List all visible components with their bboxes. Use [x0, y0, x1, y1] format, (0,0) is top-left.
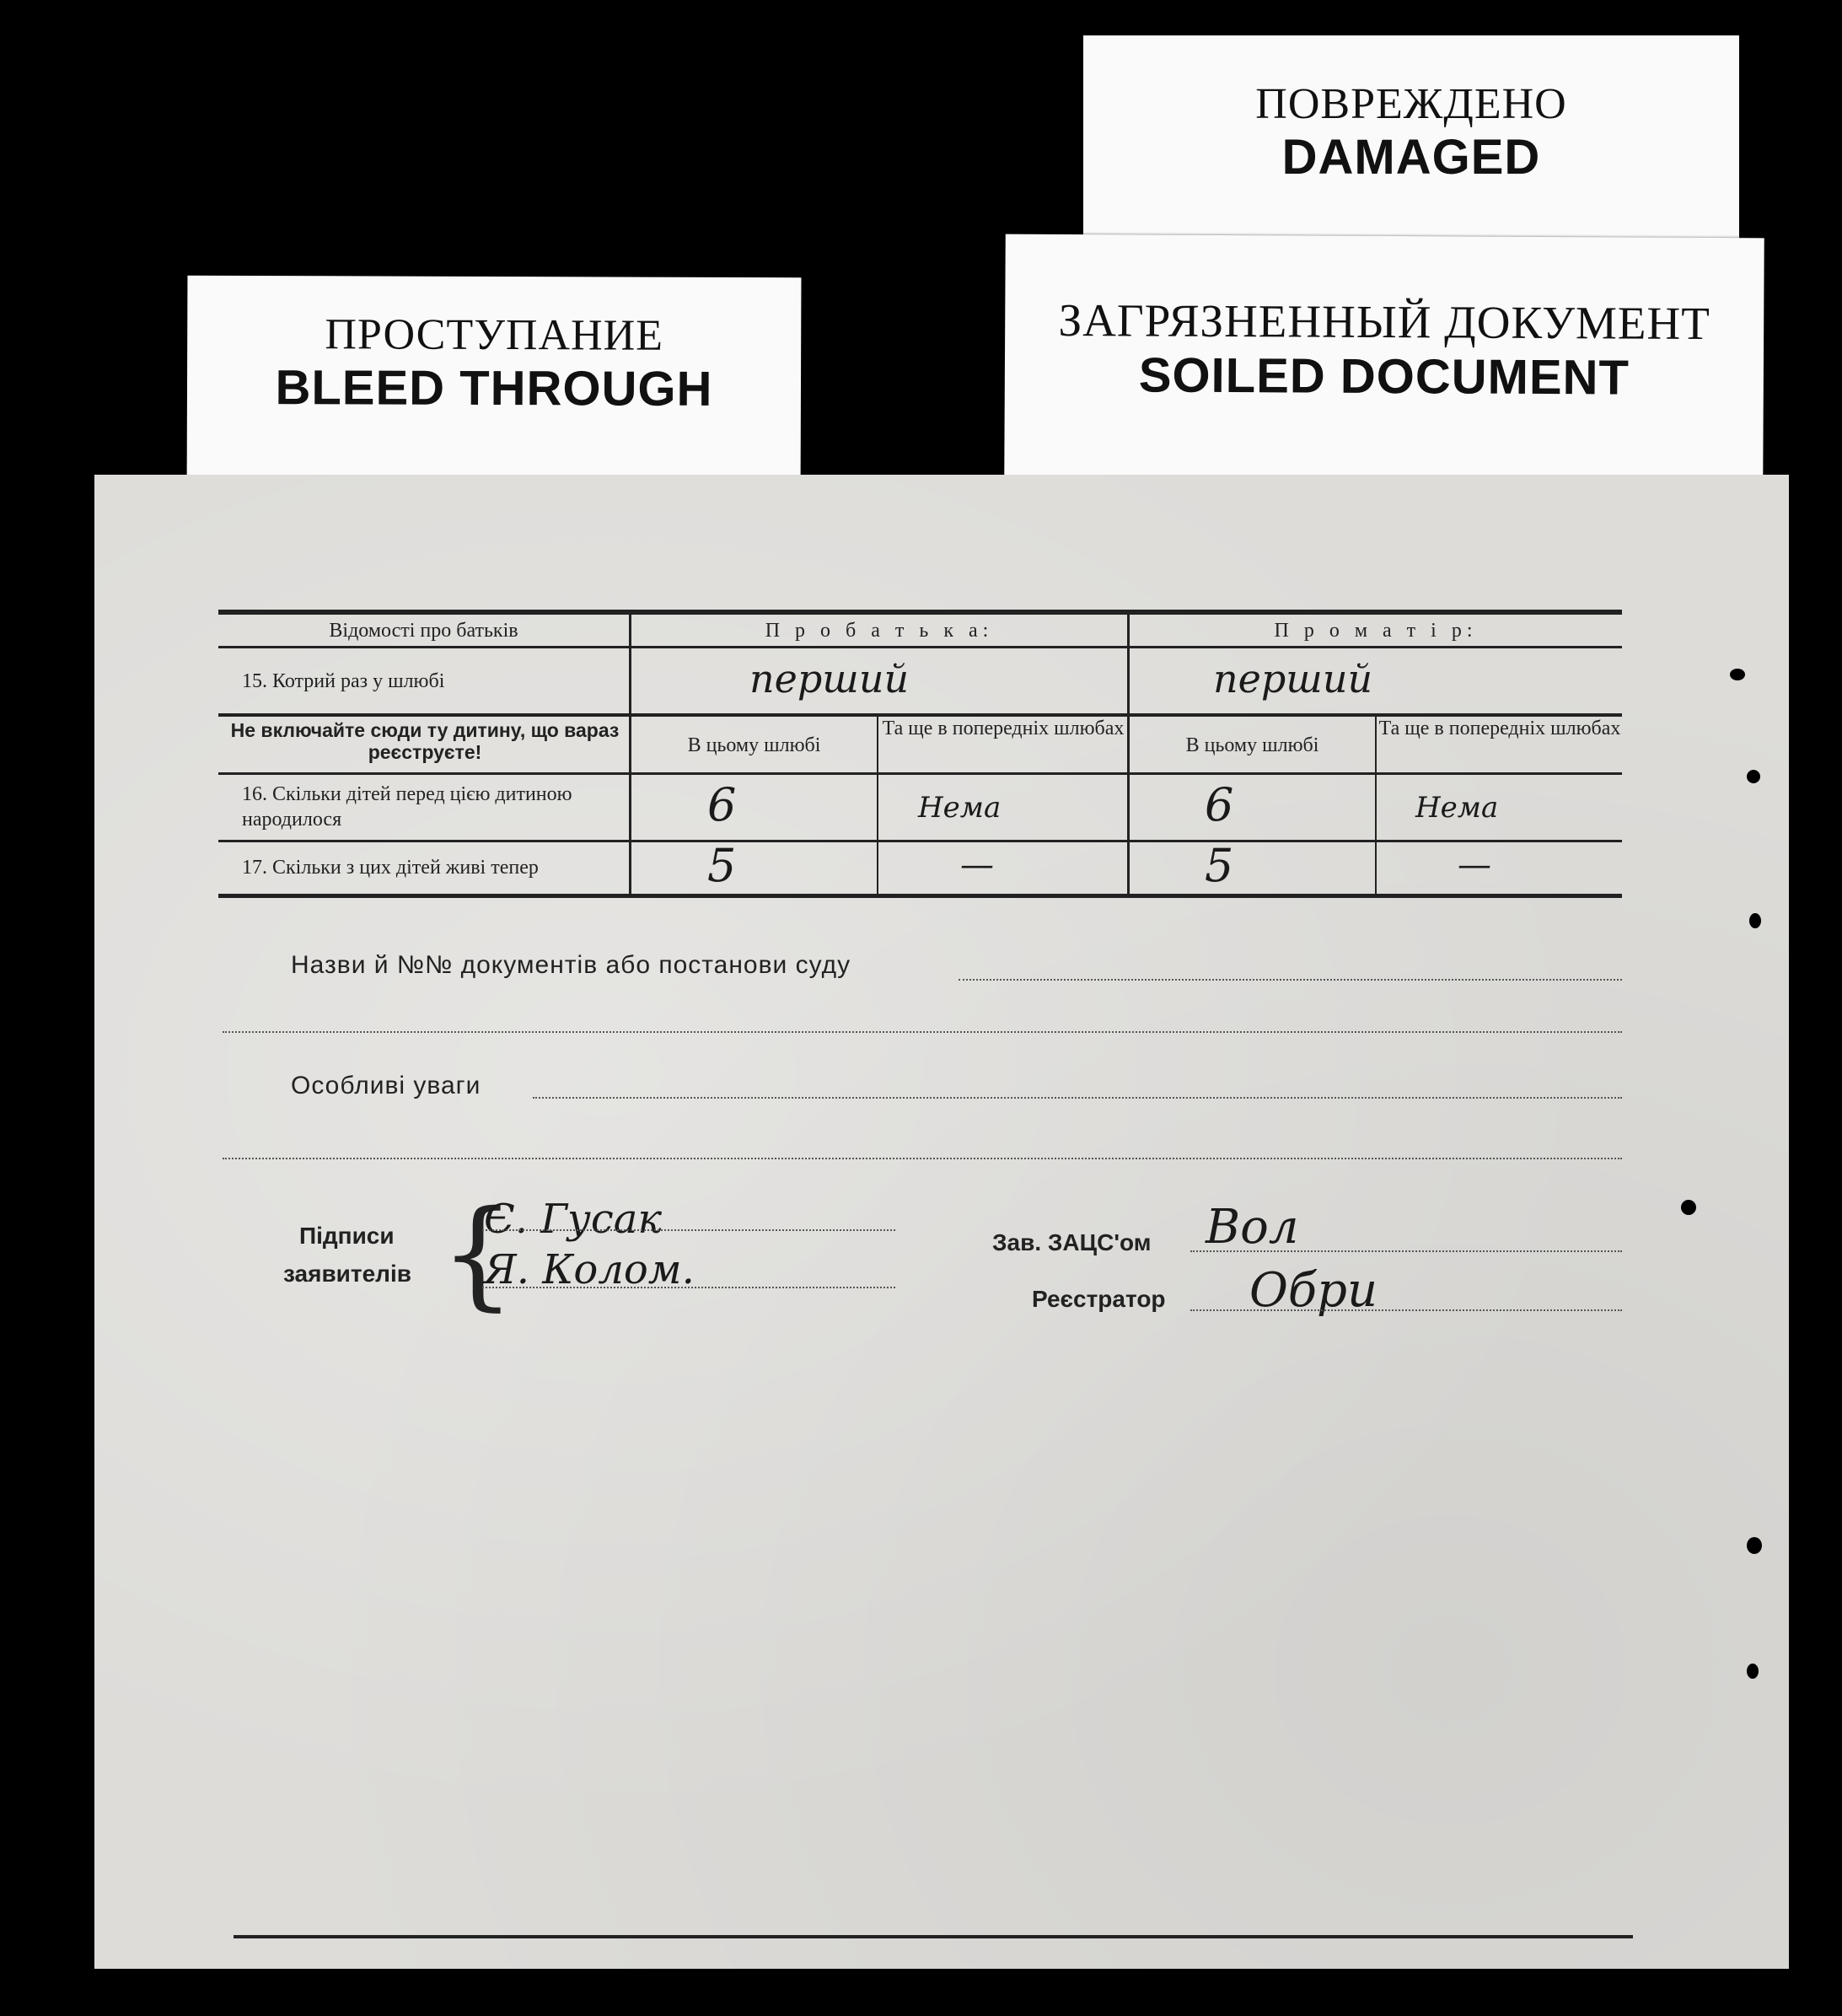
row15-mother: перший [1213, 656, 1373, 702]
head-label: Зав. ЗАЦС'ом [992, 1229, 1152, 1255]
soiled-tag-ru: ЗАГРЯЗНЕННЫЙ ДОКУМЕНТ [1058, 293, 1710, 350]
subheader-mother-this: В цьому шлюбі [1185, 734, 1319, 756]
bottom-rule [234, 1935, 1633, 1938]
header-mother: П р о м а т і р: [1274, 620, 1478, 642]
damaged-tag [1083, 35, 1739, 256]
hole-mark [1749, 913, 1761, 928]
row16-father-prev: Нема [918, 791, 1002, 825]
row17-mother-this: 5 [1205, 839, 1234, 892]
hole-mark [1730, 669, 1745, 680]
row17-father-this: 5 [707, 839, 737, 892]
hole-mark [1747, 1664, 1759, 1679]
row15-label: 15. Котрий раз у шлюбі [242, 670, 445, 692]
row15-father: перший [749, 656, 910, 702]
row17-label: 17. Скільки з цих дітей живі тепер [242, 857, 539, 879]
documents-line-2 [223, 1031, 1622, 1033]
bleed-tag-en: BLEED THROUGH [275, 360, 713, 417]
signatures-label-2: заявителів [283, 1261, 411, 1287]
hole-mark [1747, 1537, 1762, 1554]
signature-1-line [482, 1229, 895, 1231]
soiled-tag-en: SOILED DOCUMENT [1138, 347, 1630, 406]
header-father: П р о б а т ь к а: [765, 620, 994, 642]
registrar-line [1190, 1309, 1622, 1311]
row17-mother-prev: — [1458, 846, 1491, 884]
row17-father-prev: — [960, 846, 994, 884]
signatures-brace: { [440, 1185, 516, 1323]
row16-father-this: 6 [707, 778, 737, 831]
subheader-note: Не включайте сюди ту дитину, що вараз реєструєте! [230, 719, 620, 763]
documents-line [959, 979, 1622, 981]
documents-label: Назви й №№ документів або постанови суду [291, 951, 851, 979]
notes-label: Особливі уваги [291, 1072, 481, 1099]
head-signature: Вол [1206, 1200, 1299, 1255]
soiled-tag [1004, 234, 1764, 483]
signature-1: Є. Гусак [484, 1196, 663, 1243]
damaged-tag-en: DAMAGED [1281, 130, 1541, 185]
signatures-label-1: Підписи [299, 1223, 395, 1249]
notes-line [533, 1097, 1622, 1099]
subheader-father-this: В цьому шлюбі [687, 734, 821, 756]
bleed-through-tag [187, 276, 802, 497]
head-line [1190, 1250, 1622, 1252]
registrar-label: Реєстратор [1032, 1286, 1166, 1312]
header-parents-info: Відомості про батьків [329, 620, 518, 642]
notes-line-2 [223, 1158, 1622, 1159]
signature-2: Я. Колом. [484, 1246, 695, 1293]
subheader-father-prev: Та ще в попередніх шлюбах [882, 718, 1125, 739]
row16-label: 16. Скільки дітей перед цією дитиною народилося [242, 783, 572, 831]
subheader-mother-prev: Та ще в попередніх шлюбах [1378, 718, 1621, 739]
row16-mother-this: 6 [1205, 778, 1234, 831]
bleed-tag-ru: ПРОСТУПАНИЕ [325, 310, 664, 360]
signature-2-line [482, 1287, 895, 1288]
row16-mother-prev: Нема [1415, 791, 1499, 825]
form-sheet [94, 475, 1789, 1969]
damaged-tag-ru: ПОВРЕЖДЕНО [1255, 80, 1567, 128]
hole-mark [1747, 770, 1760, 783]
hole-mark [1681, 1200, 1696, 1215]
registrar-signature: Обри [1249, 1263, 1378, 1318]
